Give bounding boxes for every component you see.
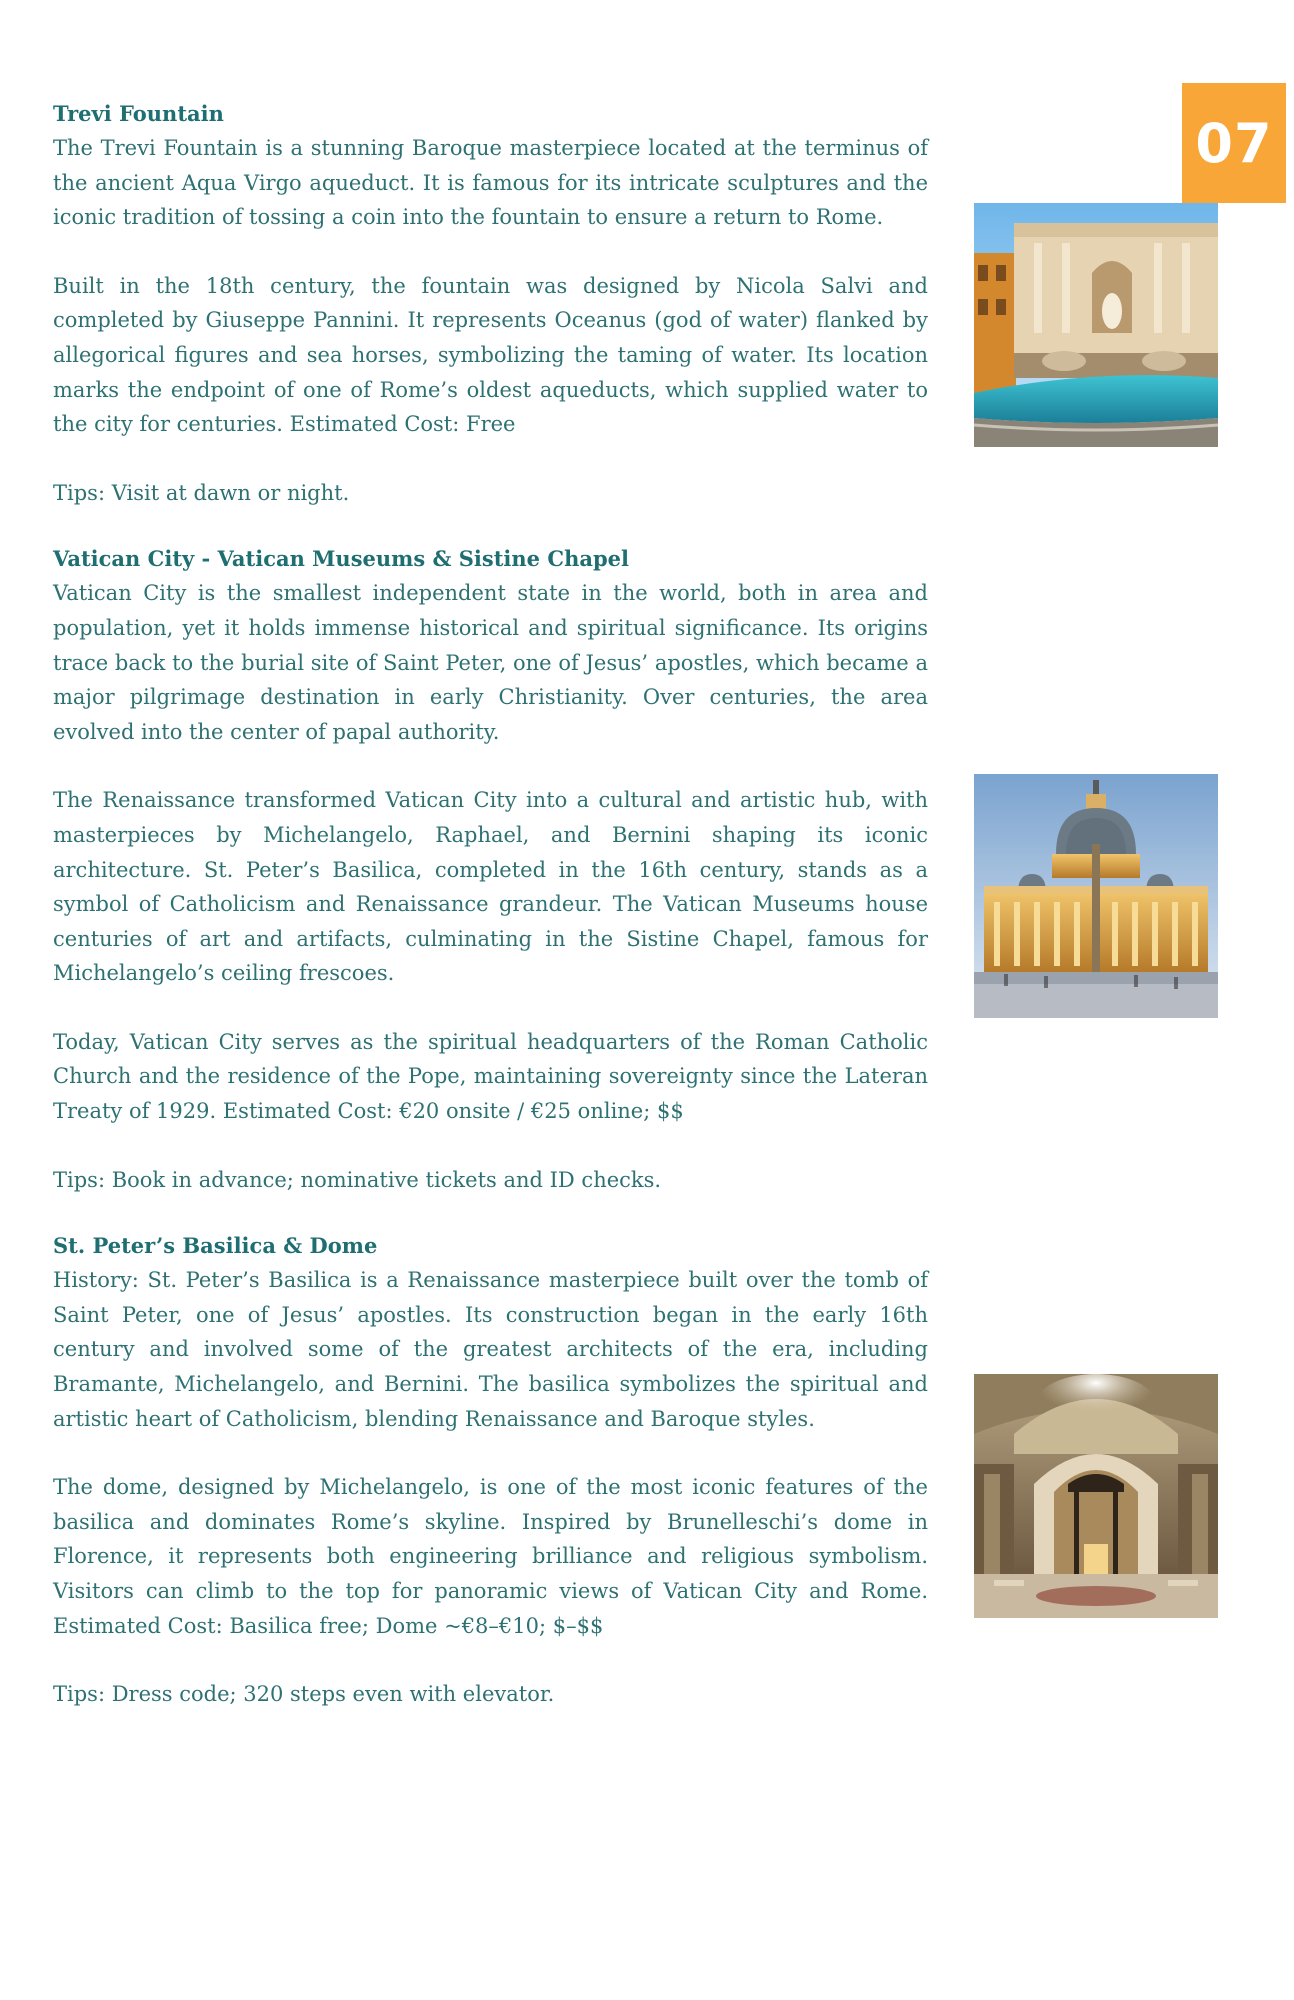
- section-paragraph: The Trevi Fountain is a stunning Baroque masterpiece located at the terminus of the ancient Aqua Virgo aqueduct. It is famous for its intricate sculptures and the iconic tradition of tossing a coin into the fountain to ensure a return to Rome.: [53, 136, 928, 230]
- section-paragraph: Today, Vatican City serves as the spiritual headquarters of the Roman Catholic Church and the residence of the Pope, maintaining sovereignty since the Lateran Treaty of 1929. Estimated Cost: €20 onsite / €25 online; $$: [53, 1029, 928, 1124]
- section-paragraph: The Renaissance transformed Vatican City into a cultural and artistic hub, with masterpieces by Michelangelo, Raphael, and Bernini shaping its iconic architecture. St. Peter’s Basilica, completed in the 16th century, stands as a symbol of Catholicism and Renaissance grandeur. The Vatican Museums house centuries of art and artifacts, culminating in the Sistine Chapel, famous for Michelangelo’s ceiling frescoes.: [53, 788, 928, 986]
- section-vatican-city: [53, 542, 928, 1197]
- main-content: [53, 97, 928, 1744]
- section-paragraph: Built in the 18th century, the fountain was designed by Nicola Salvi and completed by Giuseppe Pannini. It represents Oceanus (god of water) flanked by allegorical figures and sea horses, symbolizing the taming of water. Its location marks the endpoint of one of Rome’s oldest aqueducts, which supplied water to the city for centuries. Estimated Cost: Free: [53, 273, 928, 437]
- trevi-fountain-photo: [974, 203, 1218, 447]
- section-paragraph: History: St. Peter’s Basilica is a Renaissance masterpiece built over the tomb of Saint Peter, one of Jesus’ apostles. Its construction began in the early 16th century and involved some of the greatest architects of the era, including Bramante, Michelangelo, and Bernini. The basilica symbolizes the spiritual and artistic heart of Catholicism, blending Renaissance and Baroque styles.: [53, 1268, 928, 1431]
- section-st-peters-basilica: [53, 1229, 928, 1712]
- tips-paragraph: Tips: Dress code; 320 steps even with elevator.: [53, 1682, 555, 1707]
- page-number-badge: 07: [1182, 83, 1286, 203]
- section-trevi-fountain: [53, 97, 928, 510]
- tips-paragraph: Tips: Book in advance; nominative tickets and ID checks.: [53, 1167, 662, 1192]
- section-paragraph: Vatican City is the smallest independent state in the world, both in area and population, yet it holds immense historical and spiritual significance. Its origins trace back to the burial site of Saint Peter, one of Jesus’ apostles, which became a major pilgrimage destination in early Christianity. Over centuries, the area evolved into the center of papal authority.: [53, 581, 928, 744]
- st-peters-basilica-exterior-photo: [974, 774, 1218, 1018]
- section-paragraph: The dome, designed by Michelangelo, is one of the most iconic features of the basilica and dominates Rome’s skyline. Inspired by Brunelleschi’s dome in Florence, it represents both engineering brilliance and religious symbolism. Visitors can climb to the top for panoramic views of Vatican City and Rome. Estimated Cost: Basilica free; Dome ~€8–€10; $–$$: [53, 1475, 928, 1638]
- tips-paragraph: Tips: Visit at dawn or night.: [53, 480, 350, 505]
- section-title: St. Peter’s Basilica & Dome: [53, 1233, 378, 1259]
- section-title: Trevi Fountain: [53, 101, 224, 126]
- section-title: Vatican City - Vatican Museums & Sistine Chapel: [53, 546, 629, 572]
- basilica-interior-photo: [974, 1374, 1218, 1618]
